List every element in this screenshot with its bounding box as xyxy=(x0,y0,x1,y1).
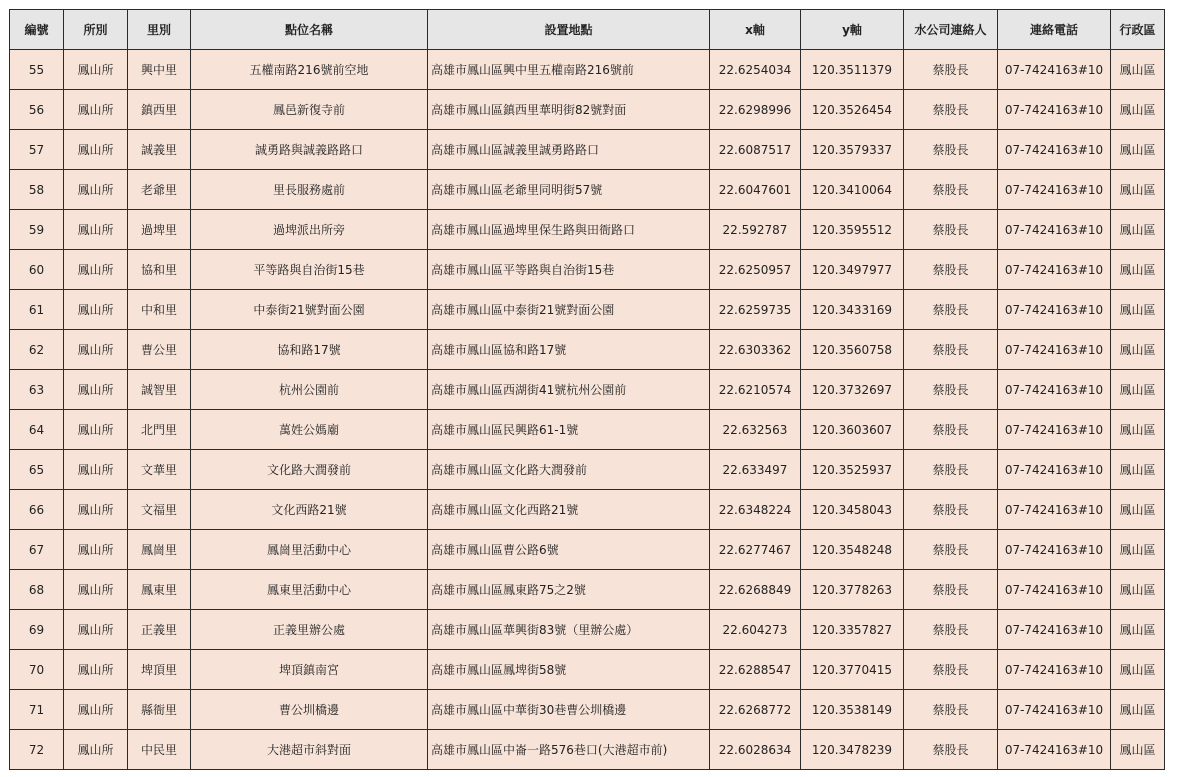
cell-address: 高雄市鳳山區西湖街41號杭州公園前 xyxy=(428,370,710,410)
cell-site-name: 正義里辦公處 xyxy=(191,610,428,650)
cell-y-axis: 120.3458043 xyxy=(801,490,904,530)
cell-x-axis: 22.6047601 xyxy=(710,170,801,210)
cell-y-axis: 120.3526454 xyxy=(801,90,904,130)
cell-x-axis: 22.6298996 xyxy=(710,90,801,130)
cell-site-name: 過埤派出所旁 xyxy=(191,210,428,250)
cell-number: 62 xyxy=(10,330,64,370)
cell-address: 高雄市鳳山區過埤里保生路與田衙路口 xyxy=(428,210,710,250)
cell-number: 56 xyxy=(10,90,64,130)
cell-x-axis: 22.604273 xyxy=(710,610,801,650)
cell-contact: 蔡股長 xyxy=(904,170,998,210)
table-row xyxy=(10,250,1165,290)
cell-site-name: 杭州公園前 xyxy=(191,370,428,410)
header-village: 里別 xyxy=(128,10,191,50)
cell-x-axis: 22.6277467 xyxy=(710,530,801,570)
cell-number: 55 xyxy=(10,50,64,90)
cell-y-axis: 120.3770415 xyxy=(801,650,904,690)
cell-contact: 蔡股長 xyxy=(904,130,998,170)
cell-number: 66 xyxy=(10,490,64,530)
water-station-table-container xyxy=(9,9,1164,770)
cell-x-axis: 22.633497 xyxy=(710,450,801,490)
header-district: 行政區 xyxy=(1111,10,1165,50)
cell-address: 高雄市鳳山區老爺里同明街57號 xyxy=(428,170,710,210)
cell-y-axis: 120.3511379 xyxy=(801,50,904,90)
cell-district: 鳳山區 xyxy=(1111,450,1165,490)
cell-district: 鳳山區 xyxy=(1111,650,1165,690)
table-row xyxy=(10,290,1165,330)
cell-contact: 蔡股長 xyxy=(904,370,998,410)
cell-address: 高雄市鳳山區曹公路6號 xyxy=(428,530,710,570)
cell-x-axis: 22.6303362 xyxy=(710,330,801,370)
cell-contact: 蔡股長 xyxy=(904,610,998,650)
cell-x-axis: 22.6087517 xyxy=(710,130,801,170)
cell-x-axis: 22.6259735 xyxy=(710,290,801,330)
cell-contact: 蔡股長 xyxy=(904,50,998,90)
cell-contact: 蔡股長 xyxy=(904,730,998,770)
cell-contact: 蔡股長 xyxy=(904,690,998,730)
table-row xyxy=(10,210,1165,250)
cell-number: 68 xyxy=(10,570,64,610)
cell-site-name: 協和路17號 xyxy=(191,330,428,370)
cell-village: 埤頂里 xyxy=(128,650,191,690)
cell-x-axis: 22.632563 xyxy=(710,410,801,450)
cell-address: 高雄市鳳山區民興路61-1號 xyxy=(428,410,710,450)
header-phone: 連絡電話 xyxy=(998,10,1111,50)
cell-village: 北門里 xyxy=(128,410,191,450)
table-row xyxy=(10,610,1165,650)
cell-phone: 07-7424163#10 xyxy=(998,610,1111,650)
cell-office: 鳳山所 xyxy=(64,610,128,650)
cell-phone: 07-7424163#10 xyxy=(998,410,1111,450)
cell-address: 高雄市鳳山區鎮西里華明街82號對面 xyxy=(428,90,710,130)
cell-x-axis: 22.6268772 xyxy=(710,690,801,730)
cell-phone: 07-7424163#10 xyxy=(998,690,1111,730)
cell-district: 鳳山區 xyxy=(1111,370,1165,410)
table-row xyxy=(10,530,1165,570)
table-row xyxy=(10,90,1165,130)
cell-address: 高雄市鳳山區平等路與自治街15巷 xyxy=(428,250,710,290)
cell-y-axis: 120.3433169 xyxy=(801,290,904,330)
cell-phone: 07-7424163#10 xyxy=(998,130,1111,170)
cell-number: 59 xyxy=(10,210,64,250)
cell-office: 鳳山所 xyxy=(64,690,128,730)
table-row xyxy=(10,690,1165,730)
cell-village: 鳳東里 xyxy=(128,570,191,610)
cell-office: 鳳山所 xyxy=(64,90,128,130)
cell-office: 鳳山所 xyxy=(64,450,128,490)
cell-address: 高雄市鳳山區文化西路21號 xyxy=(428,490,710,530)
cell-phone: 07-7424163#10 xyxy=(998,210,1111,250)
cell-village: 鎮西里 xyxy=(128,90,191,130)
cell-contact: 蔡股長 xyxy=(904,330,998,370)
cell-address: 高雄市鳳山區中泰街21號對面公園 xyxy=(428,290,710,330)
cell-site-name: 萬姓公媽廟 xyxy=(191,410,428,450)
table-row xyxy=(10,650,1165,690)
cell-site-name: 埤頂鎮南宮 xyxy=(191,650,428,690)
cell-phone: 07-7424163#10 xyxy=(998,570,1111,610)
cell-office: 鳳山所 xyxy=(64,570,128,610)
cell-office: 鳳山所 xyxy=(64,250,128,290)
cell-address: 高雄市鳳山區鳳東路75之2號 xyxy=(428,570,710,610)
cell-office: 鳳山所 xyxy=(64,410,128,450)
cell-office: 鳳山所 xyxy=(64,370,128,410)
cell-site-name: 誠勇路與誠義路路口 xyxy=(191,130,428,170)
cell-x-axis: 22.6348224 xyxy=(710,490,801,530)
cell-village: 誠智里 xyxy=(128,370,191,410)
cell-office: 鳳山所 xyxy=(64,170,128,210)
cell-address: 高雄市鳳山區文化路大潤發前 xyxy=(428,450,710,490)
cell-number: 60 xyxy=(10,250,64,290)
cell-contact: 蔡股長 xyxy=(904,250,998,290)
cell-phone: 07-7424163#10 xyxy=(998,50,1111,90)
cell-x-axis: 22.6210574 xyxy=(710,370,801,410)
cell-phone: 07-7424163#10 xyxy=(998,730,1111,770)
cell-district: 鳳山區 xyxy=(1111,290,1165,330)
cell-contact: 蔡股長 xyxy=(904,570,998,610)
cell-phone: 07-7424163#10 xyxy=(998,530,1111,570)
cell-y-axis: 120.3478239 xyxy=(801,730,904,770)
cell-village: 縣衙里 xyxy=(128,690,191,730)
header-site-name: 點位名稱 xyxy=(191,10,428,50)
header-contact: 水公司連絡人 xyxy=(904,10,998,50)
cell-y-axis: 120.3538149 xyxy=(801,690,904,730)
cell-y-axis: 120.3357827 xyxy=(801,610,904,650)
cell-site-name: 鳳崗里活動中心 xyxy=(191,530,428,570)
cell-office: 鳳山所 xyxy=(64,290,128,330)
cell-village: 正義里 xyxy=(128,610,191,650)
cell-number: 69 xyxy=(10,610,64,650)
cell-y-axis: 120.3595512 xyxy=(801,210,904,250)
cell-phone: 07-7424163#10 xyxy=(998,490,1111,530)
cell-contact: 蔡股長 xyxy=(904,490,998,530)
cell-phone: 07-7424163#10 xyxy=(998,250,1111,290)
cell-village: 協和里 xyxy=(128,250,191,290)
cell-contact: 蔡股長 xyxy=(904,90,998,130)
header-x-axis: x軸 xyxy=(710,10,801,50)
cell-district: 鳳山區 xyxy=(1111,250,1165,290)
cell-number: 58 xyxy=(10,170,64,210)
header-number: 編號 xyxy=(10,10,64,50)
cell-contact: 蔡股長 xyxy=(904,450,998,490)
cell-village: 老爺里 xyxy=(128,170,191,210)
cell-village: 文福里 xyxy=(128,490,191,530)
cell-office: 鳳山所 xyxy=(64,50,128,90)
cell-site-name: 大港超市斜對面 xyxy=(191,730,428,770)
cell-phone: 07-7424163#10 xyxy=(998,170,1111,210)
cell-site-name: 里長服務處前 xyxy=(191,170,428,210)
cell-address: 高雄市鳳山區興中里五權南路216號前 xyxy=(428,50,710,90)
cell-y-axis: 120.3548248 xyxy=(801,530,904,570)
water-station-table xyxy=(9,9,1165,770)
table-row xyxy=(10,570,1165,610)
cell-village: 曹公里 xyxy=(128,330,191,370)
cell-address: 高雄市鳳山區華興街83號（里辦公處） xyxy=(428,610,710,650)
cell-x-axis: 22.6254034 xyxy=(710,50,801,90)
cell-number: 71 xyxy=(10,690,64,730)
cell-x-axis: 22.6288547 xyxy=(710,650,801,690)
table-body xyxy=(10,50,1165,770)
cell-number: 65 xyxy=(10,450,64,490)
cell-phone: 07-7424163#10 xyxy=(998,90,1111,130)
table-row xyxy=(10,330,1165,370)
cell-x-axis: 22.592787 xyxy=(710,210,801,250)
table-row xyxy=(10,130,1165,170)
cell-number: 70 xyxy=(10,650,64,690)
cell-office: 鳳山所 xyxy=(64,330,128,370)
cell-y-axis: 120.3732697 xyxy=(801,370,904,410)
header-address: 設置地點 xyxy=(428,10,710,50)
cell-village: 過埤里 xyxy=(128,210,191,250)
table-row xyxy=(10,370,1165,410)
cell-district: 鳳山區 xyxy=(1111,410,1165,450)
cell-phone: 07-7424163#10 xyxy=(998,650,1111,690)
cell-office: 鳳山所 xyxy=(64,530,128,570)
cell-y-axis: 120.3603607 xyxy=(801,410,904,450)
cell-office: 鳳山所 xyxy=(64,730,128,770)
cell-village: 中民里 xyxy=(128,730,191,770)
cell-number: 67 xyxy=(10,530,64,570)
cell-contact: 蔡股長 xyxy=(904,530,998,570)
cell-district: 鳳山區 xyxy=(1111,170,1165,210)
cell-number: 64 xyxy=(10,410,64,450)
table-row xyxy=(10,450,1165,490)
cell-x-axis: 22.6268849 xyxy=(710,570,801,610)
header-row xyxy=(10,10,1165,50)
cell-district: 鳳山區 xyxy=(1111,50,1165,90)
cell-office: 鳳山所 xyxy=(64,490,128,530)
cell-district: 鳳山區 xyxy=(1111,530,1165,570)
header-office: 所別 xyxy=(64,10,128,50)
cell-address: 高雄市鳳山區中華街30巷曹公圳橋邊 xyxy=(428,690,710,730)
cell-village: 文華里 xyxy=(128,450,191,490)
cell-district: 鳳山區 xyxy=(1111,90,1165,130)
table-header xyxy=(10,10,1165,50)
cell-y-axis: 120.3410064 xyxy=(801,170,904,210)
cell-phone: 07-7424163#10 xyxy=(998,330,1111,370)
cell-office: 鳳山所 xyxy=(64,650,128,690)
cell-district: 鳳山區 xyxy=(1111,610,1165,650)
cell-phone: 07-7424163#10 xyxy=(998,290,1111,330)
cell-village: 鳳崗里 xyxy=(128,530,191,570)
cell-y-axis: 120.3497977 xyxy=(801,250,904,290)
cell-site-name: 文化西路21號 xyxy=(191,490,428,530)
cell-district: 鳳山區 xyxy=(1111,690,1165,730)
cell-district: 鳳山區 xyxy=(1111,130,1165,170)
cell-district: 鳳山區 xyxy=(1111,730,1165,770)
cell-contact: 蔡股長 xyxy=(904,290,998,330)
cell-village: 誠義里 xyxy=(128,130,191,170)
table-row xyxy=(10,50,1165,90)
cell-site-name: 鳳東里活動中心 xyxy=(191,570,428,610)
cell-contact: 蔡股長 xyxy=(904,650,998,690)
cell-number: 63 xyxy=(10,370,64,410)
cell-district: 鳳山區 xyxy=(1111,330,1165,370)
cell-district: 鳳山區 xyxy=(1111,210,1165,250)
cell-y-axis: 120.3778263 xyxy=(801,570,904,610)
cell-village: 興中里 xyxy=(128,50,191,90)
cell-y-axis: 120.3525937 xyxy=(801,450,904,490)
cell-y-axis: 120.3579337 xyxy=(801,130,904,170)
cell-address: 高雄市鳳山區協和路17號 xyxy=(428,330,710,370)
cell-number: 61 xyxy=(10,290,64,330)
cell-phone: 07-7424163#10 xyxy=(998,450,1111,490)
header-y-axis: y軸 xyxy=(801,10,904,50)
cell-address: 高雄市鳳山區鳳埤街58號 xyxy=(428,650,710,690)
cell-x-axis: 22.6028634 xyxy=(710,730,801,770)
cell-address: 高雄市鳳山區中崙一路576巷口(大港超市前) xyxy=(428,730,710,770)
cell-number: 57 xyxy=(10,130,64,170)
cell-site-name: 文化路大潤發前 xyxy=(191,450,428,490)
cell-site-name: 平等路與自治街15巷 xyxy=(191,250,428,290)
cell-district: 鳳山區 xyxy=(1111,570,1165,610)
cell-site-name: 鳳邑新復寺前 xyxy=(191,90,428,130)
table-row xyxy=(10,730,1165,770)
cell-district: 鳳山區 xyxy=(1111,490,1165,530)
cell-village: 中和里 xyxy=(128,290,191,330)
cell-y-axis: 120.3560758 xyxy=(801,330,904,370)
cell-site-name: 曹公圳橋邊 xyxy=(191,690,428,730)
cell-contact: 蔡股長 xyxy=(904,210,998,250)
cell-office: 鳳山所 xyxy=(64,130,128,170)
cell-contact: 蔡股長 xyxy=(904,410,998,450)
table-row xyxy=(10,170,1165,210)
cell-address: 高雄市鳳山區誠義里誠勇路路口 xyxy=(428,130,710,170)
table-row xyxy=(10,490,1165,530)
cell-phone: 07-7424163#10 xyxy=(998,370,1111,410)
cell-number: 72 xyxy=(10,730,64,770)
cell-office: 鳳山所 xyxy=(64,210,128,250)
cell-x-axis: 22.6250957 xyxy=(710,250,801,290)
cell-site-name: 五權南路216號前空地 xyxy=(191,50,428,90)
cell-site-name: 中泰街21號對面公園 xyxy=(191,290,428,330)
table-row xyxy=(10,410,1165,450)
